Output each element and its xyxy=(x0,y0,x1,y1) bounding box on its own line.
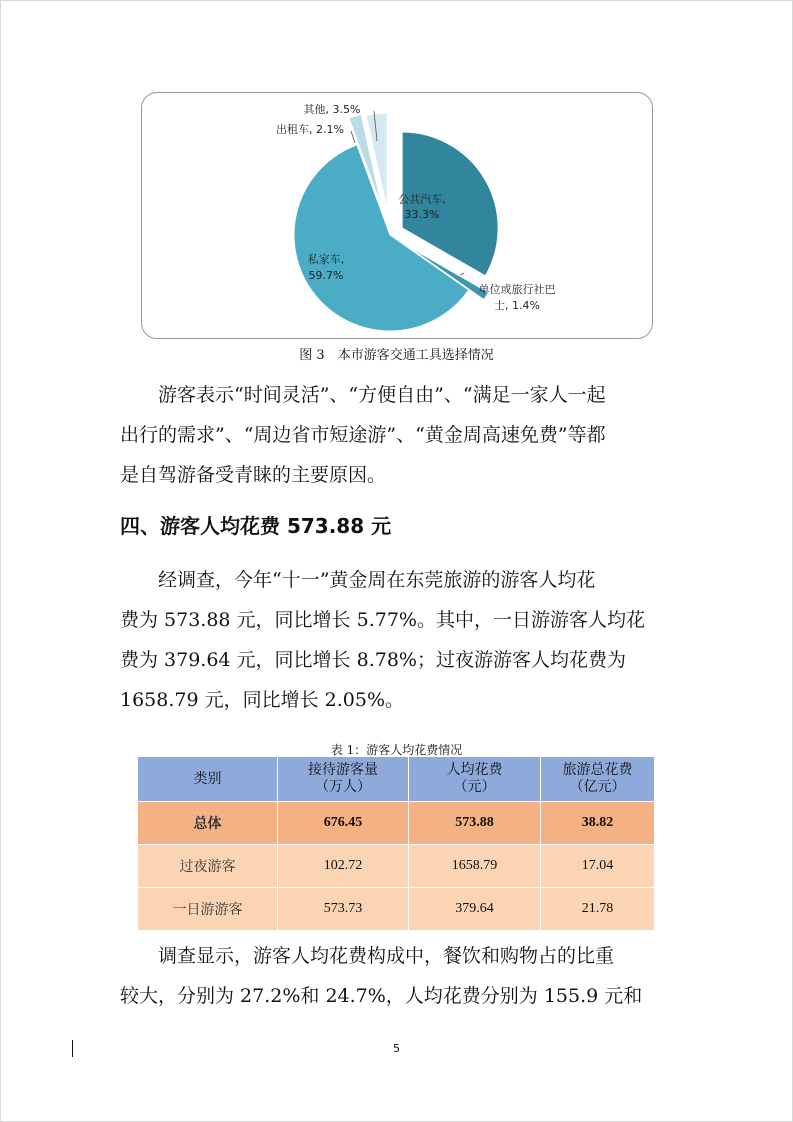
paragraph-reasons xyxy=(120,375,676,495)
section-heading: 四、游客人均花费 573.88 元 xyxy=(120,514,392,538)
paragraph-line: 经调查，今年“十一”黄金周在东莞旅游的游客人均花 xyxy=(158,569,596,591)
label-unit-bus-1: 单位或旅行社巴 xyxy=(478,283,556,296)
table-cell: 573.73 xyxy=(278,888,409,931)
label-bus-2: 33.3% xyxy=(404,208,440,221)
header-total xyxy=(541,757,655,802)
table-cell: 1658.79 xyxy=(409,845,541,888)
label-bus-1: 公共汽车, xyxy=(398,193,446,206)
table-row xyxy=(138,845,655,888)
pie-chart-container xyxy=(141,92,653,339)
table-cell: 一日游游客 xyxy=(138,888,278,931)
label-unit-bus-2: 士, 1.4% xyxy=(494,299,540,312)
paragraph-line: 较大，分别为 27.2%和 24.7%，人均花费分别为 155.9 元和 xyxy=(120,985,643,1007)
table-row xyxy=(138,888,655,931)
paragraph-line: 费为 573.88 元，同比增长 5.77%。其中，一日游游客人均花 xyxy=(120,609,645,631)
label-private-2: 59.7% xyxy=(308,269,344,282)
header-category xyxy=(138,757,278,802)
table-cell: 379.64 xyxy=(409,888,541,931)
paragraph-line: 游客表示“时间灵活”、“方便自由”、“满足一家人一起 xyxy=(158,384,606,406)
header-text: 类别 xyxy=(193,771,222,787)
paragraph-line: 出行的需求”、“周边省市短途游”、“黄金周高速免费”等都 xyxy=(120,424,606,446)
figure-caption: 图 3 本市游客交通工具选择情况 xyxy=(299,348,494,363)
paragraph-spending xyxy=(120,560,676,720)
table-cell: 过夜游客 xyxy=(138,845,278,888)
header-visitors xyxy=(278,757,409,802)
table-cell: 17.04 xyxy=(541,845,655,888)
paragraph-composition xyxy=(120,936,676,1016)
header-text: 人均花费 xyxy=(446,763,503,778)
header-text: 旅游总花费 xyxy=(562,763,633,778)
header-unit: （元） xyxy=(453,780,496,795)
paragraph-line: 1658.79 元，同比增长 2.05%。 xyxy=(120,689,405,711)
table-cell: 676.45 xyxy=(278,802,409,845)
paragraph-line: 是自驾游备受青睐的主要原因。 xyxy=(120,464,387,486)
header-unit: （万人） xyxy=(315,780,371,795)
pie-slices xyxy=(294,113,498,331)
table-row xyxy=(138,802,655,845)
label-private-1: 私家车, xyxy=(307,253,345,266)
table-cell: 21.78 xyxy=(541,888,655,931)
table-cell: 总体 xyxy=(138,802,278,845)
header-unit: （亿元） xyxy=(569,780,626,795)
label-other: 其他, 3.5% xyxy=(303,103,361,116)
page-number: 5 xyxy=(393,1042,400,1055)
paragraph-line: 费为 379.64 元，同比增长 8.78%；过夜游游客人均花费为 xyxy=(120,649,626,671)
label-taxi: 出租车, 2.1% xyxy=(276,123,344,136)
table-header-row xyxy=(138,757,655,802)
leader-line-unit xyxy=(460,273,464,275)
header-per-capita xyxy=(409,757,541,802)
header-text: 接待游客量 xyxy=(308,763,378,778)
table-cell: 573.88 xyxy=(409,802,541,845)
pie-chart xyxy=(142,93,652,338)
table-cell: 38.82 xyxy=(541,802,655,845)
spending-table xyxy=(137,756,655,931)
paragraph-line: 调查显示，游客人均花费构成中，餐饮和购物占的比重 xyxy=(158,945,615,967)
table-title: 表 1：游客人均花费情况 xyxy=(330,743,463,757)
table-cell: 102.72 xyxy=(278,845,409,888)
